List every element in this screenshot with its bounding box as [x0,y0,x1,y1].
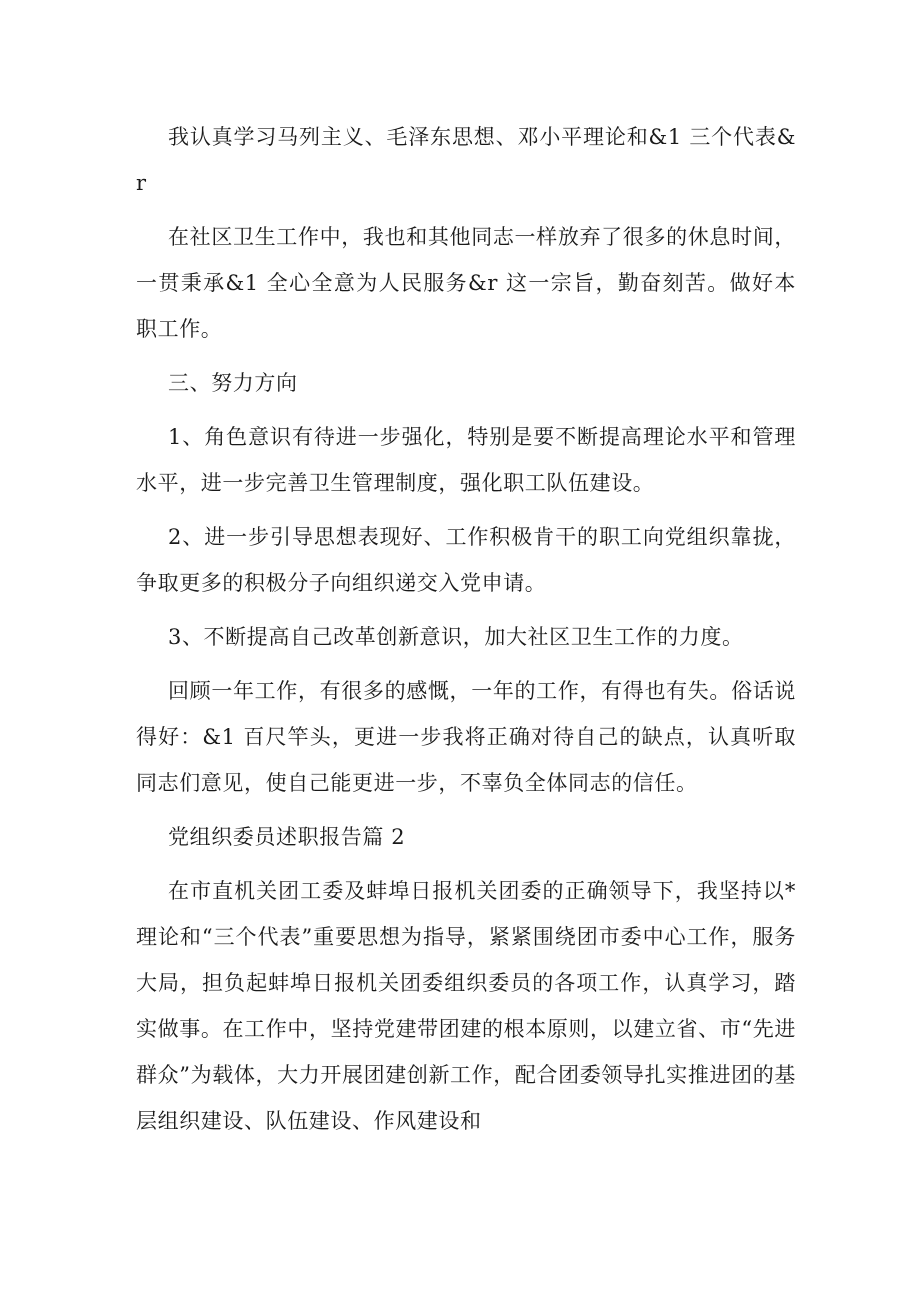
list-item-2: 2、进一步引导思想表现好、工作积极肯干的职工向党组织靠拢，争取更多的积极分子向组织递交入党申请。 [136,525,796,595]
list-item-1: 1、角色意识有待进一步强化，特别是要不断提高理论水平和管理水平，进一步完善卫生管理制度，强化职工队伍建设。 [136,425,796,495]
document-body [136,114,796,1152]
paragraph-study: 我认真学习马列主义、毛泽东思想、邓小平理论和&1 三个代表&r [136,125,796,195]
report-title-part-2: 党组织委员述职报告篇 2 [168,825,406,849]
list-item-3: 3、不断提高自己改革创新意识，加大社区卫生工作的力度。 [168,625,744,649]
paragraph-leadership: 在市直机关团工委及蚌埠日报机关团委的正确领导下，我坚持以*理论和“三个代表”重要思想为指导，紧紧围绕团市委中心工作，服务大局，担负起蚌埠日报机关团委组织委员的各项工作，认真学习，踏实做事。在工作中，坚持党建带团建的根本原则，以建立省、市“先进群众”为载体，大力开展团建创新工作，配合团委领导扎实推进团的基层组织建设、队伍建设、作风建设和 [136,879,796,1133]
paragraph-review: 回顾一年工作，有很多的感慨，一年的工作，有得也有失。俗话说得好：&1 百尺竿头，更进一步我将正确对待自己的缺点，认真听取同志们意见，使自己能更进一步，不辜负全体同志的信任。 [136,679,796,795]
section-heading-direction: 三、努力方向 [168,371,298,395]
paragraph-community-health-work: 在社区卫生工作中，我也和其他同志一样放弃了很多的休息时间，一贯秉承&1 全心全意为人民服务&r 这一宗旨，勤奋刻苦。做好本职工作。 [136,225,796,341]
